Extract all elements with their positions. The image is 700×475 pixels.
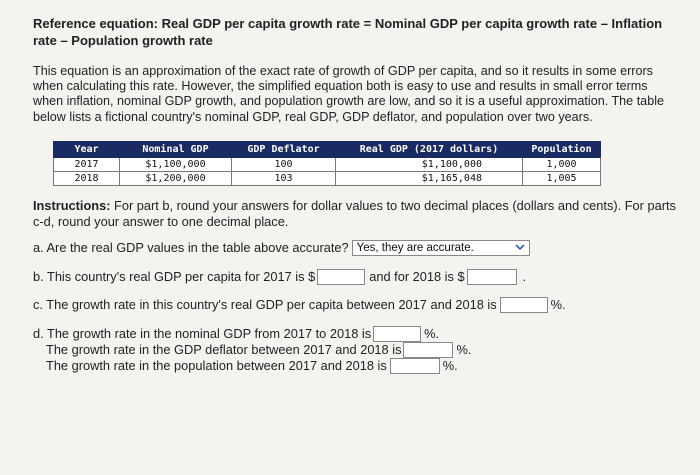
question-c-suffix: %. [550, 296, 566, 312]
cell-year: 2017 [54, 157, 120, 171]
real-gdp-per-capita-growth-input[interactable] [500, 297, 548, 313]
cell-deflator: 100 [232, 157, 336, 171]
cell-real-gdp: $1,165,048 [336, 171, 523, 185]
cell-nominal-gdp: $1,100,000 [120, 157, 232, 171]
question-b [33, 269, 680, 285]
instructions [33, 198, 680, 230]
table-row [54, 157, 601, 171]
question-d-line-deflator [33, 342, 680, 358]
question-c-text: c. The growth rate in this country's real GDP per capita between 2017 and 2018 is [33, 296, 497, 312]
col-nominal-gdp-header: Nominal GDP [120, 141, 232, 157]
accuracy-dropdown[interactable] [352, 240, 530, 256]
col-real-gdp-header: Real GDP (2017 dollars) [336, 141, 523, 157]
cell-deflator: 103 [232, 171, 336, 185]
question-d-line-population [33, 358, 680, 374]
question-a-text: a. Are the real GDP values in the table above accurate? [33, 239, 349, 255]
question-b-period: . [522, 268, 527, 284]
gdp-per-capita-2017-input[interactable] [317, 269, 365, 285]
cell-real-gdp: $1,100,000 [336, 157, 523, 171]
question-b-text-2018: and for 2018 is $ [369, 268, 465, 284]
question-d-deflator-text: The growth rate in the GDP deflator between 2017 and 2018 is [46, 341, 402, 357]
question-d-line-nominal [33, 326, 680, 342]
chevron-down-icon [515, 243, 525, 253]
nominal-gdp-growth-input[interactable] [373, 326, 421, 342]
intro-paragraph: This equation is an approximation of the exact rate of growth of GDP per capita, and so it results in some errors when calculating this rate. However, the simplified equation both is easy to use and results in small error terms when inflation, nominal GDP growth, and population growth are low, and so it is a useful approximation. The table below lists a fictional country's nominal GDP, real GDP, GDP deflator, and population over two years. [33, 64, 664, 124]
cell-population: 1,005 [523, 171, 601, 185]
question-d-nominal-text: d. The growth rate in the nominal GDP from 2017 to 2018 is [33, 325, 372, 341]
question-d-nominal-suffix: %. [424, 325, 440, 341]
reference-equation: Reference equation: Real GDP per capita growth rate = Nominal GDP per capita growth rate – Inflation rate – Population growth rate [33, 16, 663, 48]
accuracy-dropdown-value: Yes, they are accurate. [356, 241, 474, 254]
question-d-deflator-suffix: %. [456, 341, 472, 357]
gdp-table [53, 141, 601, 186]
col-population-header: Population [523, 141, 601, 157]
table-row [54, 171, 601, 185]
cell-nominal-gdp: $1,200,000 [120, 171, 232, 185]
cell-population: 1,000 [523, 157, 601, 171]
gdp-per-capita-2018-input[interactable] [467, 269, 517, 285]
question-d-population-suffix: %. [442, 357, 458, 373]
population-growth-input[interactable] [390, 358, 440, 374]
deflator-growth-input[interactable] [403, 342, 453, 358]
table-header-row [54, 141, 601, 157]
question-a [33, 240, 680, 256]
question-b-text-2017: b. This country's real GDP per capita for 2017 is $ [33, 268, 316, 284]
col-deflator-header: GDP Deflator [232, 141, 336, 157]
instructions-text: For part b, round your answers for dollar values to two decimal places (dollars and cents). For parts c-d, round your answer to one decimal place. [33, 197, 676, 229]
col-year-header: Year [54, 141, 120, 157]
question-c [33, 297, 680, 313]
cell-year: 2018 [54, 171, 120, 185]
instructions-label: Instructions: [33, 197, 111, 213]
question-d [33, 326, 680, 374]
question-d-population-text: The growth rate in the population between 2017 and 2018 is [46, 357, 387, 373]
